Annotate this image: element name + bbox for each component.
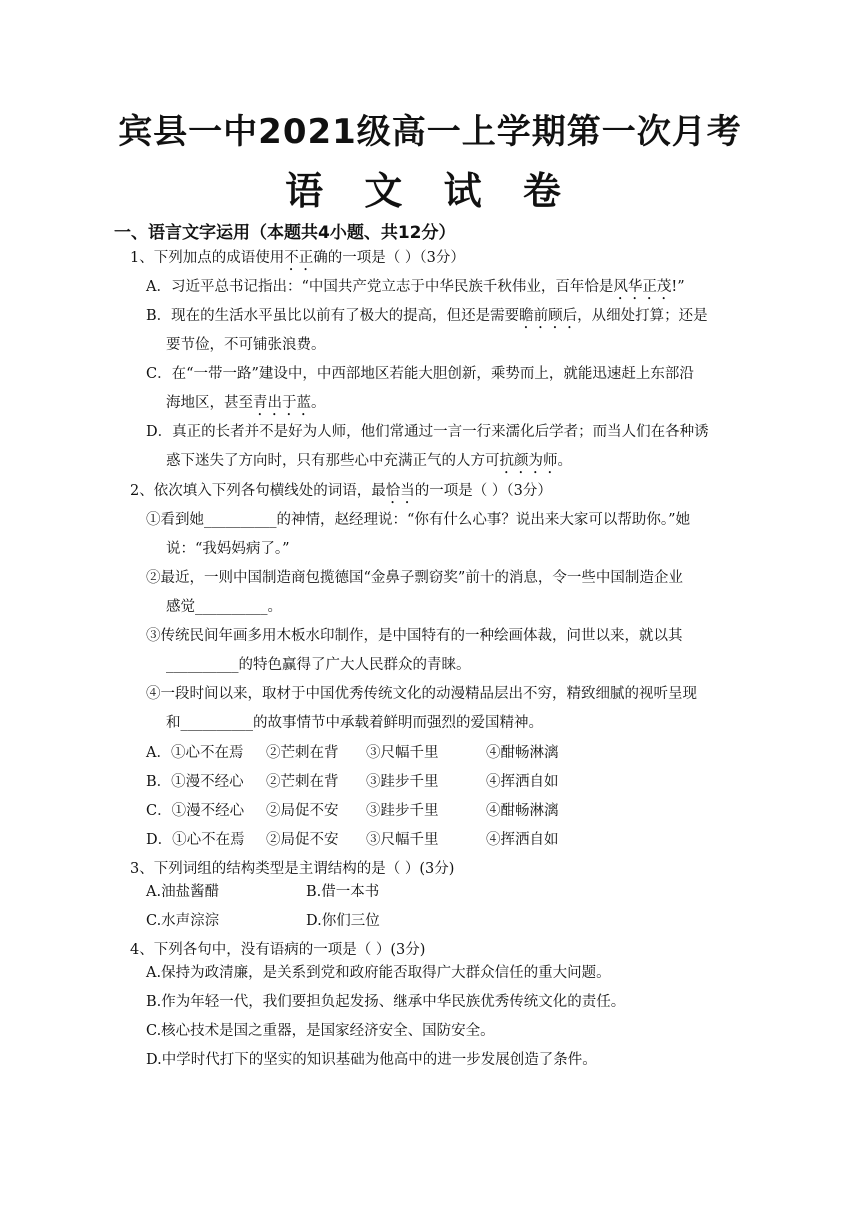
q2-option-d: D．①心不在焉 ②局促不安 ③尺幅千里 ④挥洒自如 (146, 832, 559, 848)
q4-option-d: D.中学时代打下的坚实的知识基础为他高中的进一步发展创造了条件。 (146, 1052, 597, 1068)
q2-sentence-3-line1: ③传统民间年画多用木板水印制作，是中国特有的一种绘画体裁，问世以来，就以其 (146, 628, 683, 644)
q3-options-ab: A.油盐酱醋 B.借一本书 (146, 884, 380, 900)
q2-sentence-3-line2: __________的特色赢得了广大人民群众的青睐。 (166, 657, 471, 673)
q1-stem: 1、下列加点的成语使用不正确的一项是（ ）（3分） (130, 250, 465, 266)
q3-options-cd: C.水声淙淙 D.你们三位 (146, 913, 380, 929)
q2-sentence-1-line1: ①看到她__________的神情，赵经理说：“你有什么心事？说出来大家可以帮助你。”她 (146, 512, 691, 528)
exam-title: 宾县一中2021级高一上学期第一次月考 (118, 112, 742, 152)
q4-option-a: A.保持为政清廉，是关系到党和政府能否取得广大群众信任的重大问题。 (146, 965, 611, 981)
q2-sentence-2-line1: ②最近，一则中国制造商包揽德国“金鼻子剽窃奖”前十的消息，令一些中国制造企业 (146, 570, 683, 586)
q2-option-c: C．①漫不经心 ②局促不安 ③跬步千里 ④酣畅淋漓 (146, 803, 559, 819)
q2-option-a: A．①心不在焉 ②芒刺在背 ③尺幅千里 ④酣畅淋漓 (146, 745, 559, 761)
q1-option-a: A．习近平总书记指出：“中国共产党立志于中华民族千秋伟业，百年恰是风华正茂!” (146, 279, 685, 295)
q4-option-b: B.作为年轻一代，我们要担负起发扬、继承中华民族优秀传统文化的责任。 (146, 994, 626, 1010)
q2-sentence-2-line2: 感觉__________。 (166, 599, 282, 615)
q4-option-c: C.核心技术是国之重器，是国家经济安全、国防安全。 (146, 1023, 495, 1039)
section-heading: 一、语言文字运用（本题共4小题、共12分） (114, 223, 456, 243)
q1-option-d-line2: 惑下迷失了方向时，只有那些心中充满正气的人方可抗颜为师。 (166, 453, 572, 469)
q1-option-c-line1: C．在“一带一路”建设中，中西部地区若能大胆创新，乘势而上，就能迅速赶上东部沿 (146, 366, 694, 382)
q2-option-b: B．①漫不经心 ②芒刺在背 ③跬步千里 ④挥洒自如 (146, 774, 559, 790)
q1-option-d-line1: D．真正的长者并不是好为人师，他们常通过一言一行来濡化后学者；而当人们在各种诱 (146, 424, 709, 440)
q2-sentence-4-line2: 和__________的故事情节中承载着鲜明而强烈的爱国精神。 (166, 715, 543, 731)
q3-stem: 3、下列词组的结构类型是主谓结构的是（ ）(3分) (130, 861, 455, 877)
q4-stem: 4、下列各句中，没有语病的一项是（ ）(3分) (130, 942, 426, 958)
q2-sentence-4-line1: ④一段时间以来，取材于中国优秀传统文化的动漫精品层出不穷，精致细腻的视听呈现 (146, 686, 697, 702)
q1-option-b-line1: B．现在的生活水平虽比以前有了极大的提高，但还是需要瞻前顾后，从细处打算；还是 (146, 308, 708, 324)
exam-subtitle: 语 文 试 卷 (285, 169, 575, 213)
q2-sentence-1-line2: 说：“我妈妈病了。” (166, 541, 290, 557)
q2-stem: 2、依次填入下列各句横线处的词语，最恰当的一项是（ ）（3分） (130, 483, 552, 499)
q1-option-c-line2: 海地区，甚至青出于蓝。 (166, 395, 326, 411)
q1-option-b-line2: 要节俭，不可铺张浪费。 (166, 337, 326, 353)
